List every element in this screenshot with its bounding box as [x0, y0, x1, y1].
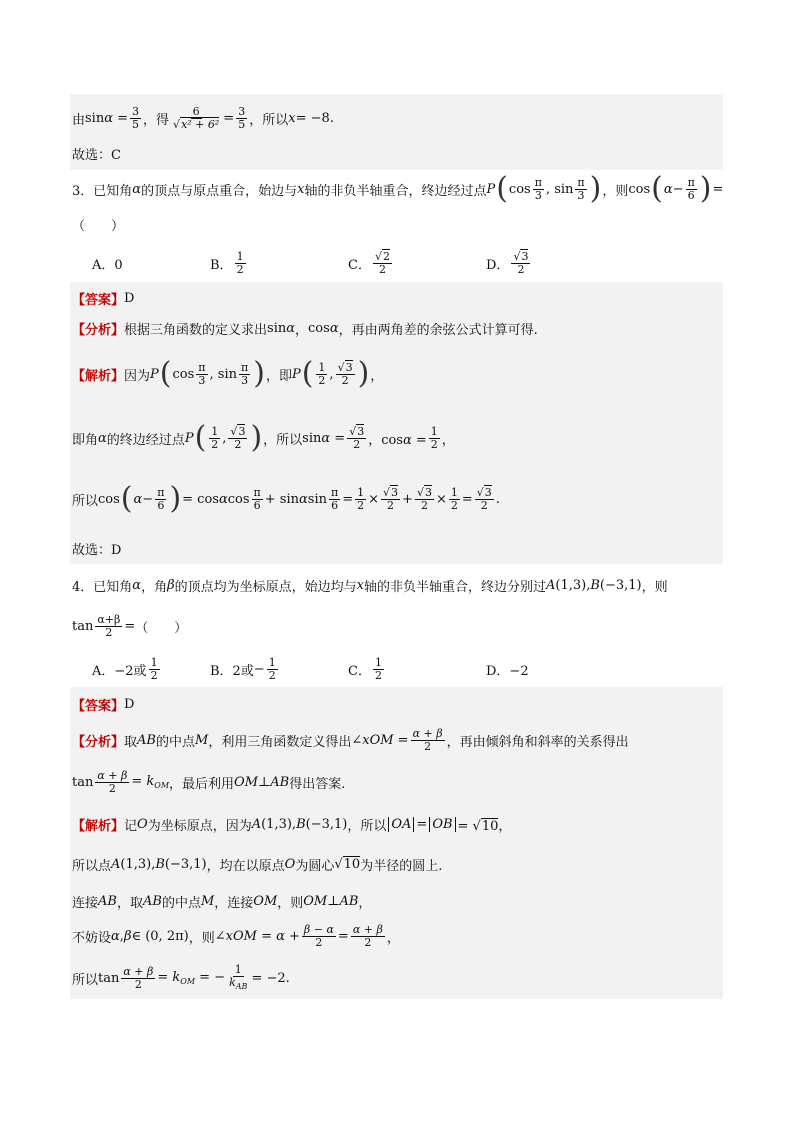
answer-line: 【答案】 D — [72, 696, 135, 714]
solution-line: 【解析】 记 O 为坐标原点，因为 A (1,3), B (−3,1) ，所以 OA = OB = √10， — [72, 816, 512, 834]
solution-line: 所以点 A (1,3), B (−3,1) ，均在以原点 O 为圆心 √10 为半径的圆上. — [72, 856, 443, 874]
question-3-stem: 3． 已知角 α 的顶点与原点重合，始边与 x 轴的非负半轴重合，终边经过点 P ( cos $\frac{\pi}{3}$ , sin $\frac{\pi}{3}$ ) ，则 cos ( α − $\frac{\pi}{6}$ ) = — [72, 171, 724, 206]
option-b[interactable]: B． $\frac{1}{2}$ — [210, 249, 244, 276]
solution-line: 所以 tan $\frac{\alpha + \beta}{2}$ = $k_{OM}$ = − $\frac{1}{k_{AB}}$ = −2. — [72, 962, 290, 991]
fraction: $\frac{3}{5}$ — [238, 104, 246, 131]
option-c[interactable]: C． $\frac{√2}{2}$ — [348, 249, 390, 276]
choose-line: 故选：C — [72, 147, 121, 163]
solution-line: 连接 AB ，取 AB 的中点 M ，连接 OM ，则 OM ⊥ AB ， — [72, 893, 372, 911]
solution-line: 【解析】 因为 P ( cos $\frac{\pi}{3}$ , sin $\frac{\pi}{3}$ ) ，即 P ( $\frac{1}{2}$ , $\frac{√3}{2}$ ) ， — [72, 356, 384, 391]
fraction: $\frac{6}{\text{√x² + 6²}}$ — [173, 104, 220, 131]
analysis-line: 【分析】 取 AB 的中点 M ，利用三角函数定义得出 ∠xOM = $\frac{\alpha + \beta}{2}$ ，再由倾斜角和斜率的关系得出 — [72, 726, 629, 753]
solution-line: 由 sinα = $\frac{3}{5}$ ，得 $\frac{6}{\text{√x² + 6²}}$ = $\frac{3}{5}$ ，所以 x = −8. — [72, 104, 334, 131]
solution-line: 所以 cos ( α − $\frac{\pi}{6}$ ) = cosαcos $\frac{\pi}{6}$ + sinαsin $\frac{\pi}{6}$ = $\frac{1}{2}$ × $\frac{√3}{2}$ + $\frac{√3}{2}$ × $\frac{1}{2}$ = $\frac{√3}{2}$ . — [72, 481, 500, 516]
option-d[interactable]: D．−2 — [486, 663, 529, 679]
answer-line: 【答案】 D — [72, 290, 135, 308]
solution-line: 不妨设 α , β ∈ (0, 2π) ，则 ∠xOM = α + $\frac{\beta - \alpha}{2}$ = $\frac{\alpha + \beta}{2}$ ， — [72, 922, 400, 949]
fraction: $\frac{3}{5}$ — [132, 104, 140, 131]
analysis-line: 【分析】 根据三角函数的定义求出 sinα ， cosα ，再由两角差的余弦公式计算可得. — [72, 320, 538, 338]
question-3-paren: （ ） — [72, 218, 125, 234]
question-4-stem-cont: tan $\frac{\alpha+\beta}{2}$ = （ ） — [72, 612, 188, 639]
analysis-line: tan $\frac{\alpha + \beta}{2}$ = $k_{OM}$ ，最后利用 OM ⊥ AB 得出答案. — [72, 768, 346, 795]
option-a[interactable]: A．0 — [92, 257, 123, 273]
question-4-stem: 4． 已知角 α ，角 β 的顶点均为坐标原点，始边均与 x 轴的非负半轴重合，终边分别过 A (1,3), B (−3,1) ，则 — [72, 577, 668, 595]
option-b[interactable]: B．2或 − $\frac{1}{2}$ — [210, 655, 276, 682]
choose-line: 故选：D — [72, 542, 122, 558]
option-d[interactable]: D． $\frac{√3}{2}$ — [486, 249, 529, 276]
option-a[interactable]: A．−2或 $\frac{1}{2}$ — [92, 655, 158, 682]
option-c[interactable]: C． $\frac{1}{2}$ — [348, 655, 382, 682]
solution-line: 即角 α 的终边经过点 P ( $\frac{1}{2}$ , $\frac{√3}{2}$ ) ，所以 sinα = $\frac{√3}{2}$ ，cosα = $\frac{1}{2}$ ， — [72, 420, 455, 455]
